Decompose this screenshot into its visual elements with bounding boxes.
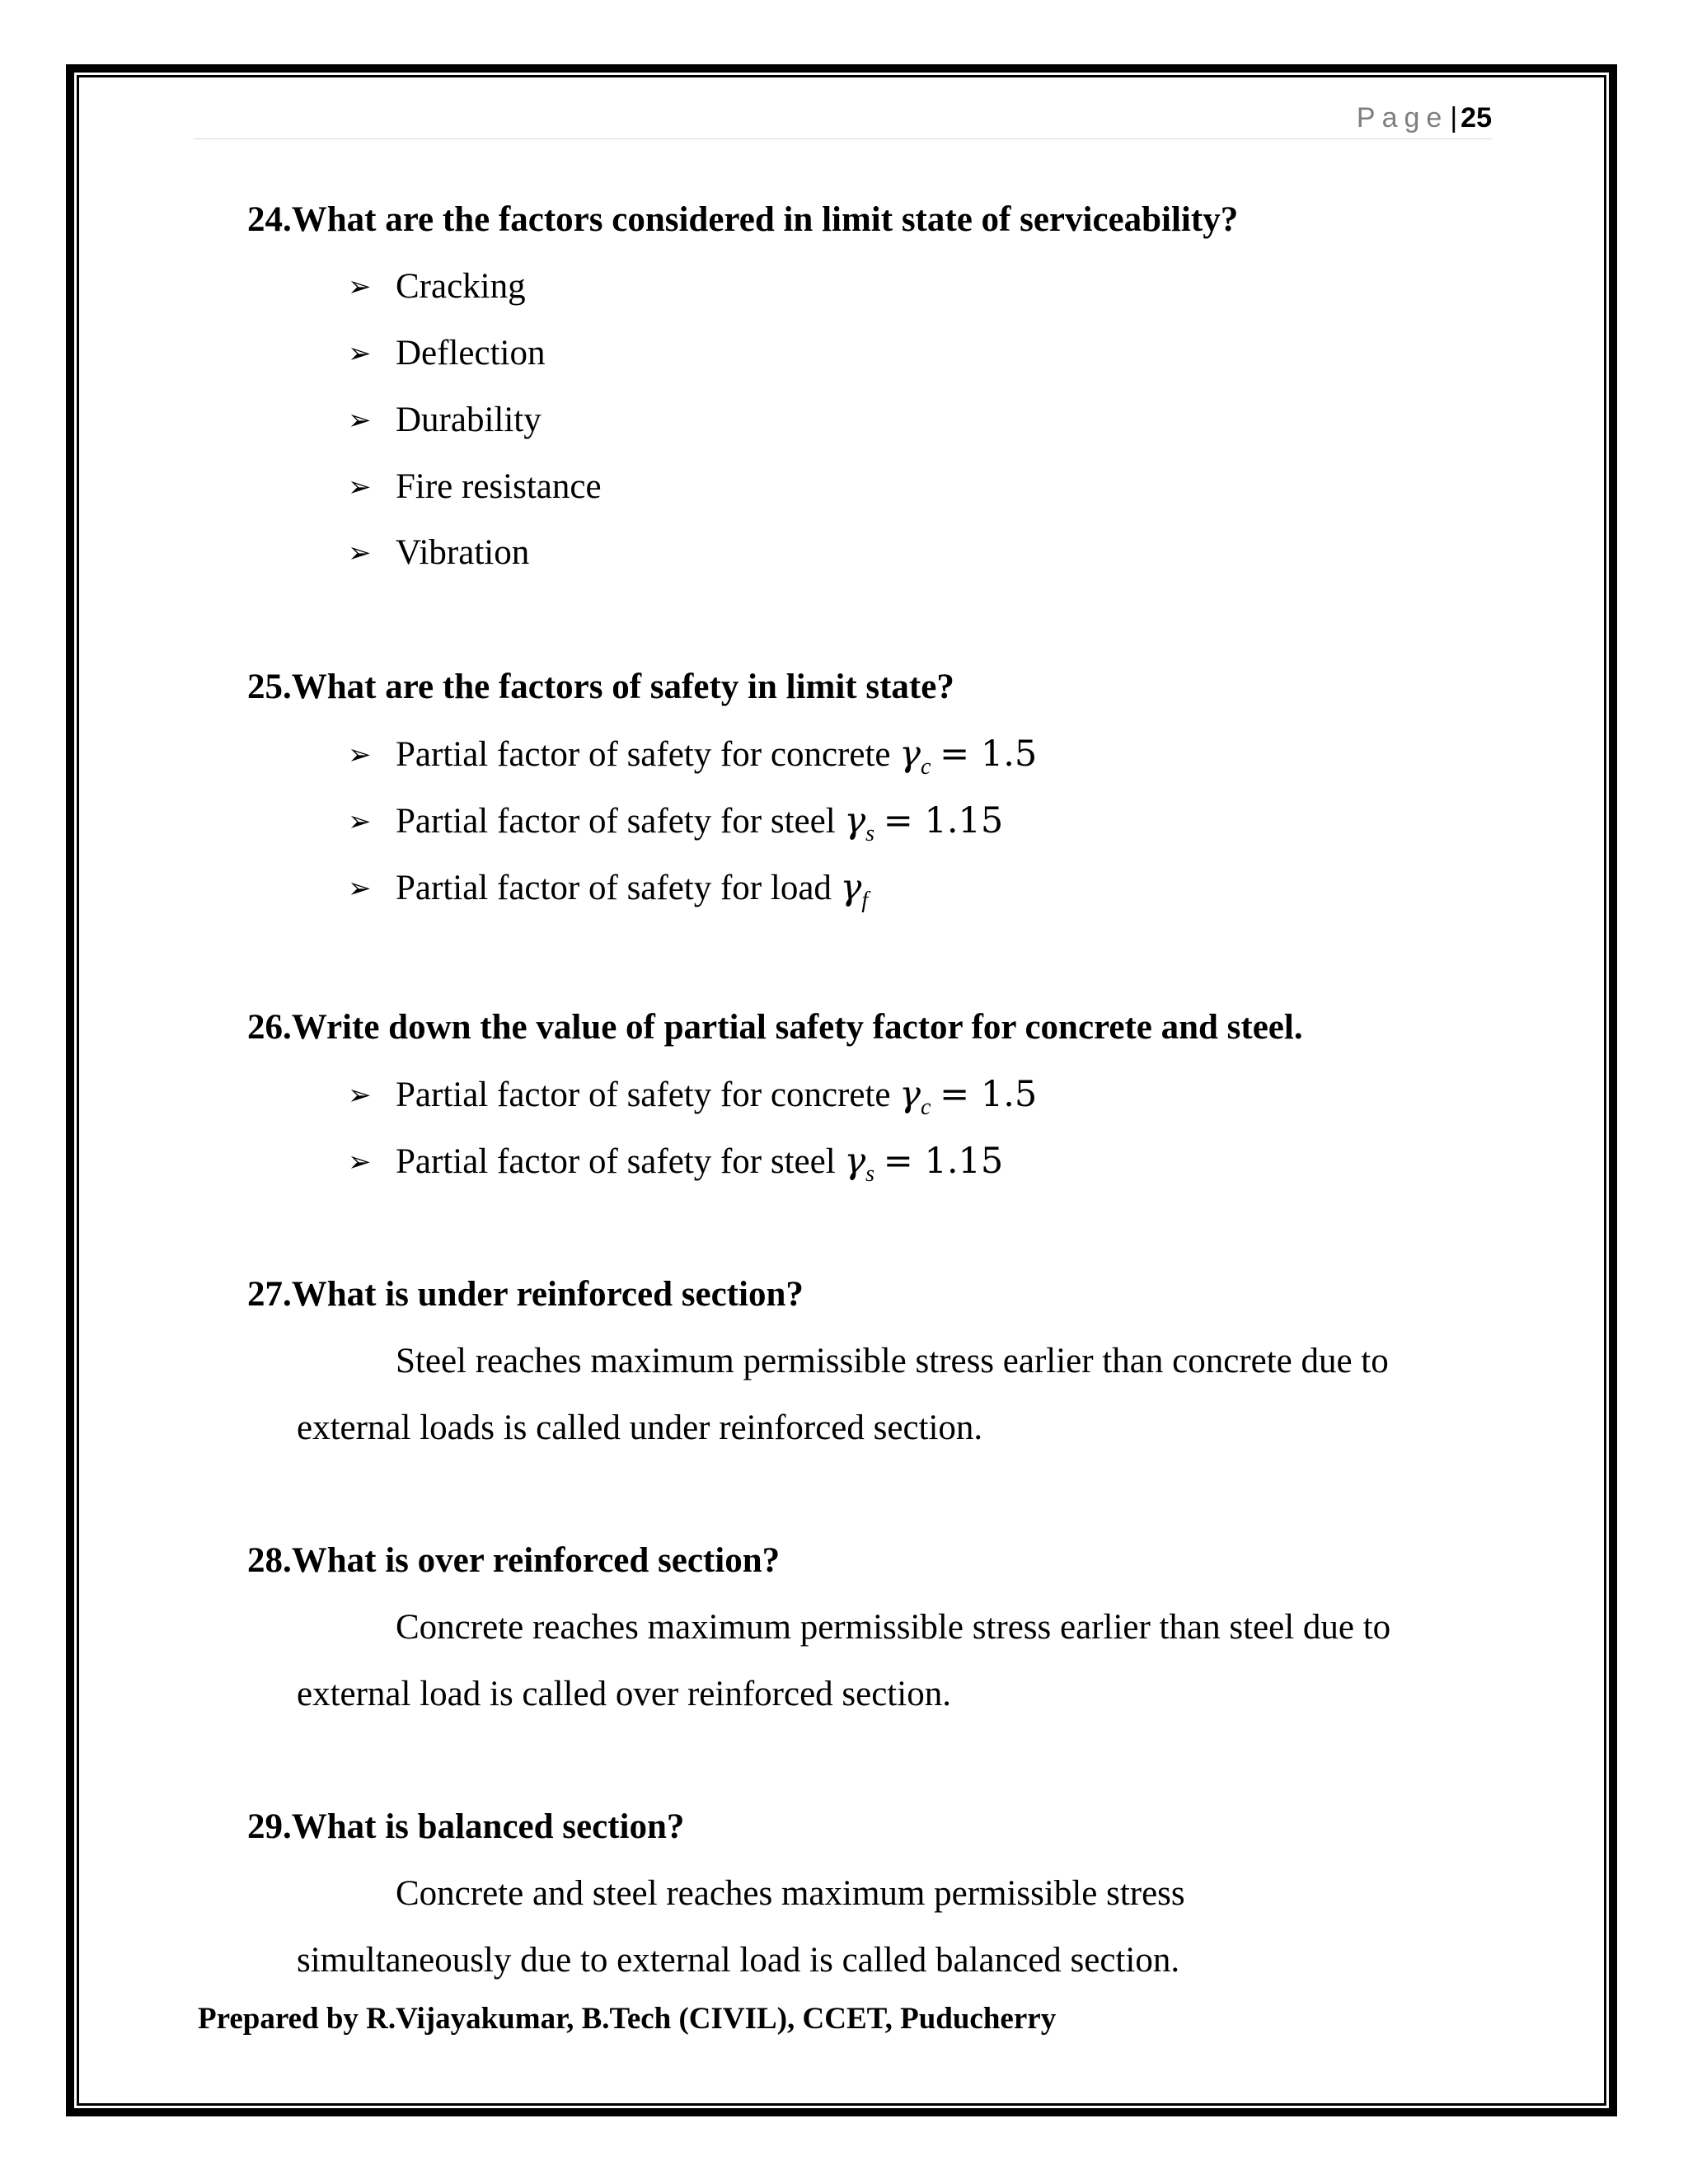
page-number: 25 — [1461, 102, 1492, 134]
gamma-subscript: s — [865, 1161, 875, 1187]
question-number: 24. — [247, 200, 292, 239]
arrow-bullet-icon: ➢ — [348, 270, 372, 303]
question-number: 25. — [247, 668, 292, 706]
question-heading — [247, 1802, 684, 1852]
arrow-bullet-icon: ➢ — [348, 805, 372, 838]
arrow-bullet-icon: ➢ — [348, 1146, 372, 1179]
list-item-text: Durability — [396, 401, 542, 439]
question-title: What are the factors considered in limit state of serviceability? — [291, 200, 1239, 239]
arrow-bullet-icon: ➢ — [348, 337, 372, 370]
list-item-text: Fire resistance — [396, 467, 602, 506]
factor-value: = 1.5 — [940, 1074, 1038, 1115]
answer-text: external loads is called under reinforced section. — [297, 1408, 983, 1447]
answer-text: Concrete reaches maximum permissible stress earlier than steel due to — [396, 1608, 1391, 1647]
list-item — [348, 729, 1037, 792]
question-title: What is over reinforced section? — [291, 1541, 781, 1580]
list-item-text: Deflection — [396, 334, 546, 373]
list-item — [348, 863, 868, 926]
gamma-subscript: c — [920, 754, 931, 780]
question-heading — [247, 1003, 1303, 1052]
list-item — [348, 262, 526, 312]
list-item-text: Vibration — [396, 533, 530, 572]
gamma-symbol: γ — [844, 1141, 866, 1182]
gamma-subscript: c — [920, 1094, 931, 1120]
question-number: 29. — [247, 1807, 292, 1846]
page-separator: | — [1450, 102, 1458, 134]
arrow-bullet-icon: ➢ — [348, 872, 372, 905]
question-number: 28. — [247, 1541, 292, 1580]
arrow-bullet-icon: ➢ — [348, 404, 372, 437]
list-item — [348, 1070, 1037, 1132]
question-heading — [247, 1536, 780, 1586]
arrow-bullet-icon: ➢ — [348, 1079, 372, 1112]
question-heading — [247, 195, 1238, 245]
answer-text: simultaneously due to external load is called balanced section. — [297, 1941, 1180, 1980]
list-item — [348, 528, 529, 578]
list-item — [348, 462, 602, 512]
list-item-text: Partial factor of safety for steel — [396, 1142, 845, 1181]
list-item-text: Partial factor of safety for concrete — [396, 1076, 900, 1114]
page-header — [194, 97, 1492, 139]
gamma-symbol: γ — [899, 733, 921, 775]
question-title: Write down the value of partial safety factor for concrete and steel. — [291, 1008, 1303, 1047]
list-item — [348, 1137, 1003, 1199]
page-label: Page — [1356, 102, 1449, 134]
page-footer: Prepared by R.Vijayakumar, B.Tech (CIVIL), CCET, Puducherry — [198, 2002, 1057, 2036]
gamma-symbol: γ — [840, 867, 862, 908]
question-number: 27. — [247, 1275, 292, 1314]
gamma-symbol: γ — [844, 800, 866, 841]
factor-value: = 1.15 — [883, 1141, 1004, 1182]
answer-text: external load is called over reinforced section. — [297, 1675, 951, 1713]
answer-text: Concrete and steel reaches maximum permissible stress — [396, 1874, 1185, 1913]
answer-text: Steel reaches maximum permissible stress earlier than concrete due to — [396, 1342, 1389, 1380]
list-item-text: Partial factor of safety for concrete — [396, 735, 900, 774]
list-item-text: Cracking — [396, 267, 526, 306]
arrow-bullet-icon: ➢ — [348, 537, 372, 569]
factor-value: = 1.5 — [940, 733, 1038, 775]
arrow-bullet-icon: ➢ — [348, 471, 372, 504]
question-title: What are the factors of safety in limit state? — [291, 668, 954, 706]
question-number: 26. — [247, 1008, 292, 1047]
gamma-symbol: γ — [899, 1074, 921, 1115]
list-item — [348, 329, 545, 378]
question-title: What is under reinforced section? — [291, 1275, 804, 1314]
factor-value: = 1.15 — [883, 800, 1004, 841]
list-item — [348, 796, 1003, 859]
list-item-text: Partial factor of safety for steel — [396, 802, 845, 841]
gamma-subscript: s — [865, 821, 875, 846]
question-heading — [247, 663, 954, 712]
question-title: What is balanced section? — [291, 1807, 685, 1846]
question-heading — [247, 1270, 804, 1319]
arrow-bullet-icon: ➢ — [348, 738, 372, 771]
gamma-subscript: f — [861, 888, 869, 913]
list-item-text: Partial factor of safety for load — [396, 869, 841, 907]
list-item — [348, 396, 542, 445]
